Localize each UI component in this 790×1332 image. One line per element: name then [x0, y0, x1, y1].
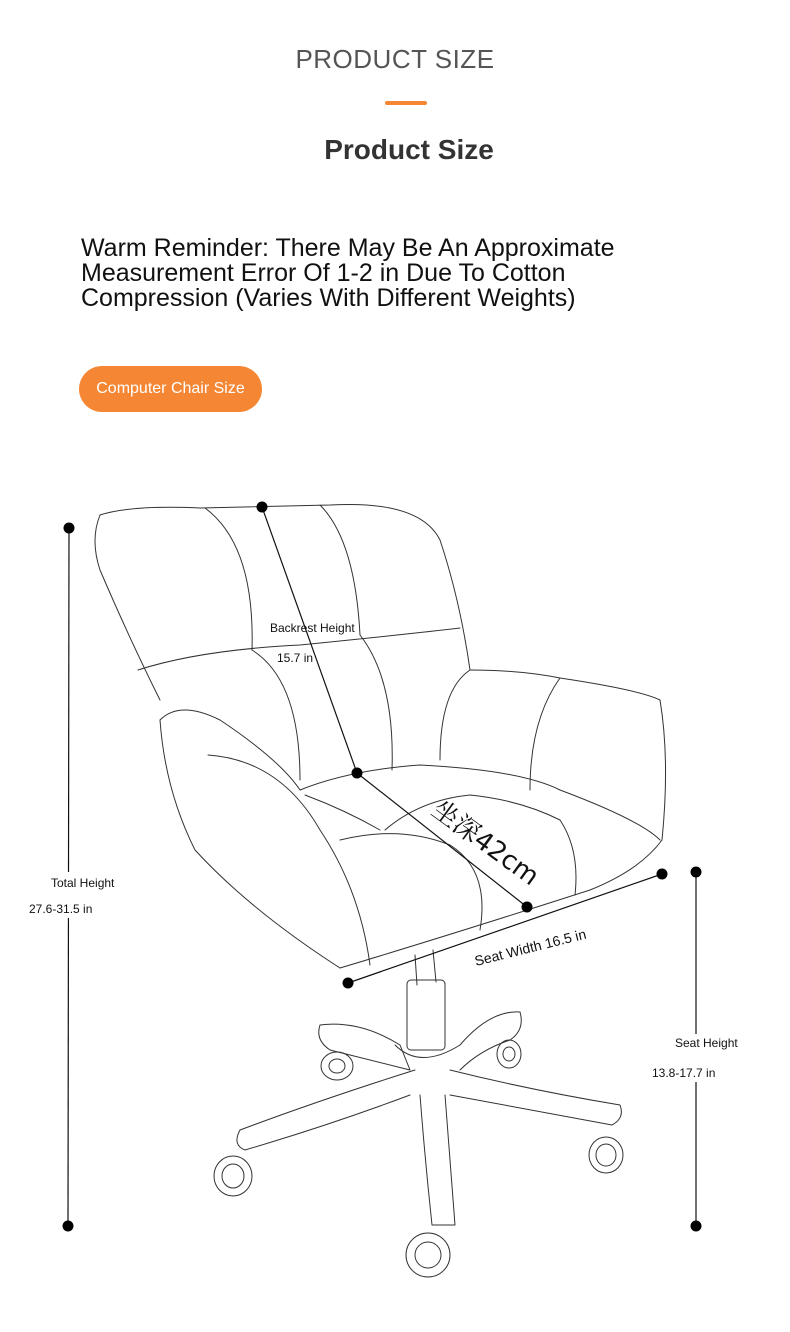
dimension-lines: [68, 507, 696, 1226]
section-title: PRODUCT SIZE: [295, 44, 495, 74]
dimension-endpoints: [63, 502, 702, 1232]
backrest-top-dot: [257, 502, 268, 513]
total-height-label: Total Height: [51, 876, 115, 890]
reminder-line-1: Warm Reminder: There May Be An Approximate: [81, 234, 615, 262]
seat-width-label: Seat Width 16.5 in: [472, 925, 588, 969]
seat-width-left-dot: [343, 978, 354, 989]
backrest-height-value: 15.7 in: [277, 651, 314, 665]
page-title: Product Size: [324, 134, 494, 165]
chair-illustration: [95, 504, 666, 1277]
total-height-value: 27.6-31.5 in: [29, 902, 93, 916]
total-height-bottom-dot: [63, 1221, 74, 1232]
chair-size-tag: Computer Chair Size: [79, 366, 262, 412]
seat-height-bottom-dot: [691, 1221, 702, 1232]
total-height-top-dot: [64, 523, 75, 534]
backrest-height-line: [262, 507, 357, 773]
seat-depth-start-dot: [352, 768, 363, 779]
seat-width-right-dot: [657, 869, 668, 880]
backrest-height-label: Backrest Height: [270, 621, 355, 635]
seat-height-label: Seat Height: [675, 1036, 738, 1050]
seat-depth-end-dot: [522, 902, 533, 913]
seat-height-top-dot: [691, 867, 702, 878]
seat-height-value: 13.8-17.7 in: [652, 1066, 716, 1080]
reminder-line-3: Compression (Varies With Different Weights): [81, 284, 576, 312]
reminder-line-2: Measurement Error Of 1-2 in Due To Cotton: [81, 259, 566, 287]
seat-depth-label: 坐深42cm: [425, 794, 545, 892]
